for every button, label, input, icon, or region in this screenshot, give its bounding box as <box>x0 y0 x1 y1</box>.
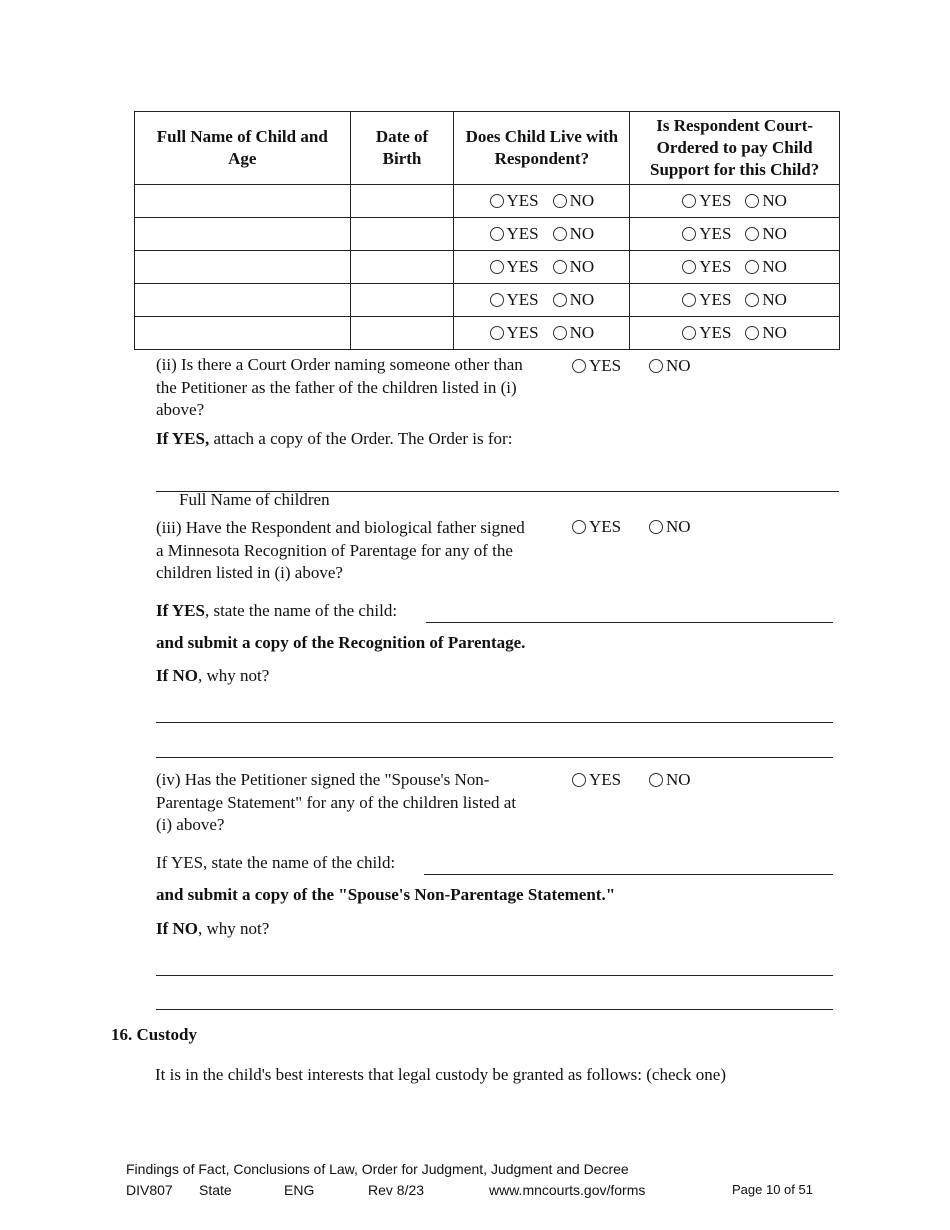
support-yes-radio[interactable]: YES <box>682 257 731 277</box>
lives-with-no-radio[interactable]: NO <box>553 290 595 310</box>
radio-circle-icon <box>490 326 504 340</box>
radio-circle-icon <box>572 520 586 534</box>
q3-why-not-field-2[interactable] <box>156 757 833 758</box>
col-header-lives-with: Does Child Live with Respondent? <box>454 112 630 185</box>
radio-circle-icon <box>553 194 567 208</box>
q3-text: (iii) Have the Respondent and biological father signed a Minnesota Recognition of Parentage for any of the children listed in (i) above? <box>156 518 525 582</box>
children-table <box>134 111 840 350</box>
child-name-cell[interactable] <box>135 284 351 317</box>
child-name-cell[interactable] <box>135 185 351 218</box>
footer-form-number: DIV807 <box>126 1182 173 1198</box>
lives-with-no-radio[interactable]: NO <box>553 323 595 343</box>
q4-submit: and submit a copy of the "Spouse's Non-Parentage Statement." <box>156 885 616 904</box>
q2-yes-radio[interactable]: YES <box>572 356 621 376</box>
support-no-radio[interactable]: NO <box>745 257 787 277</box>
support-cell <box>630 251 840 284</box>
footer-title: Findings of Fact, Conclusions of Law, Order for Judgment, Judgment and Decree <box>126 1161 629 1177</box>
radio-circle-icon <box>553 326 567 340</box>
footer-language: ENG <box>284 1182 315 1198</box>
table-row <box>135 284 840 317</box>
lives-with-yes-radio[interactable]: YES <box>490 323 539 343</box>
radio-circle-icon <box>649 773 663 787</box>
lives-with-no-radio[interactable]: NO <box>553 191 595 211</box>
radio-circle-icon <box>649 520 663 534</box>
footer-page-number: Page 10 of 51 <box>732 1182 813 1197</box>
q4-ifno: If NO, why not? <box>156 919 270 938</box>
q4-why-not-field-2[interactable] <box>156 1009 833 1010</box>
q4-child-name-field[interactable] <box>424 874 833 875</box>
q3-no-radio[interactable]: NO <box>649 517 691 537</box>
lives-with-yes-radio[interactable]: YES <box>490 257 539 277</box>
radio-circle-icon <box>490 227 504 241</box>
dob-cell[interactable] <box>350 218 454 251</box>
radio-circle-icon <box>682 293 696 307</box>
q3-ifyes: If YES, state the name of the child: <box>156 601 398 620</box>
q4-text: (iv) Has the Petitioner signed the "Spouse's Non- Parentage Statement" for any of the children listed at (i) above? <box>156 770 517 834</box>
q2-ifyes: If YES, attach a copy of the Order. The Order is for: <box>156 429 513 448</box>
footer-url[interactable]: www.mncourts.gov/forms <box>489 1182 646 1198</box>
col-header-support: Is Respondent Court-Ordered to pay Child Support for this Child? <box>630 112 840 185</box>
q2-radio-group <box>572 356 621 378</box>
lives-with-yes-radio[interactable]: YES <box>490 191 539 211</box>
lives-with-cell <box>454 317 630 350</box>
table-row <box>135 185 840 218</box>
support-cell <box>630 185 840 218</box>
lives-with-no-radio[interactable]: NO <box>553 257 595 277</box>
radio-circle-icon <box>649 359 663 373</box>
q3-why-not-field-1[interactable] <box>156 722 833 723</box>
q4-ifyes: If YES, state the name of the child: <box>156 853 396 872</box>
dob-cell[interactable] <box>350 251 454 284</box>
q3-submit: and submit a copy of the Recognition of Parentage. <box>156 633 526 652</box>
lives-with-cell <box>454 284 630 317</box>
dob-cell[interactable] <box>350 284 454 317</box>
radio-circle-icon <box>682 260 696 274</box>
radio-circle-icon <box>682 227 696 241</box>
radio-circle-icon <box>490 293 504 307</box>
table-row <box>135 218 840 251</box>
q2-no-radio[interactable]: NO <box>649 356 691 376</box>
child-name-cell[interactable] <box>135 218 351 251</box>
footer-state: State <box>199 1182 232 1198</box>
radio-circle-icon <box>682 326 696 340</box>
support-yes-radio[interactable]: YES <box>682 191 731 211</box>
support-yes-radio[interactable]: YES <box>682 323 731 343</box>
section-16-text: It is in the child's best interests that legal custody be granted as follows: (check one) <box>155 1065 726 1084</box>
support-no-radio[interactable]: NO <box>745 191 787 211</box>
support-cell <box>630 284 840 317</box>
q3-yes-radio[interactable]: YES <box>572 517 621 537</box>
radio-circle-icon <box>745 293 759 307</box>
radio-circle-icon <box>572 359 586 373</box>
radio-circle-icon <box>745 194 759 208</box>
lives-with-cell <box>454 251 630 284</box>
radio-circle-icon <box>553 227 567 241</box>
lives-with-cell <box>454 218 630 251</box>
q3-ifno: If NO, why not? <box>156 666 270 685</box>
q2-text: (ii) Is there a Court Order naming someone other than the Petitioner as the father of the children listed in (i) above? <box>156 355 523 419</box>
footer-revision: Rev 8/23 <box>368 1182 425 1198</box>
support-no-radio[interactable]: NO <box>745 290 787 310</box>
support-cell <box>630 317 840 350</box>
q4-yes-radio[interactable]: YES <box>572 770 621 790</box>
col-header-name: Full Name of Child and Age <box>135 112 351 185</box>
radio-circle-icon <box>553 293 567 307</box>
support-cell <box>630 218 840 251</box>
radio-circle-icon <box>490 260 504 274</box>
radio-circle-icon <box>553 260 567 274</box>
radio-circle-icon <box>745 227 759 241</box>
table-row <box>135 317 840 350</box>
support-no-radio[interactable]: NO <box>745 323 787 343</box>
radio-circle-icon <box>572 773 586 787</box>
support-yes-radio[interactable]: YES <box>682 224 731 244</box>
lives-with-yes-radio[interactable]: YES <box>490 290 539 310</box>
q4-why-not-field-1[interactable] <box>156 975 833 976</box>
table-header-row <box>135 112 840 185</box>
support-no-radio[interactable]: NO <box>745 224 787 244</box>
lives-with-cell <box>454 185 630 218</box>
col-header-dob: Date of Birth <box>350 112 454 185</box>
lives-with-yes-radio[interactable]: YES <box>490 224 539 244</box>
section-16-heading: 16. Custody <box>111 1025 197 1044</box>
radio-circle-icon <box>745 326 759 340</box>
q2-caption: Full Name of children <box>179 490 330 509</box>
table-row <box>135 251 840 284</box>
lives-with-no-radio[interactable]: NO <box>553 224 595 244</box>
q4-no-radio[interactable]: NO <box>649 770 691 790</box>
q3-child-name-field[interactable] <box>426 622 833 623</box>
radio-circle-icon <box>490 194 504 208</box>
dob-cell[interactable] <box>350 317 454 350</box>
child-name-cell[interactable] <box>135 251 351 284</box>
child-name-cell[interactable] <box>135 317 351 350</box>
dob-cell[interactable] <box>350 185 454 218</box>
radio-circle-icon <box>682 194 696 208</box>
radio-circle-icon <box>745 260 759 274</box>
support-yes-radio[interactable]: YES <box>682 290 731 310</box>
